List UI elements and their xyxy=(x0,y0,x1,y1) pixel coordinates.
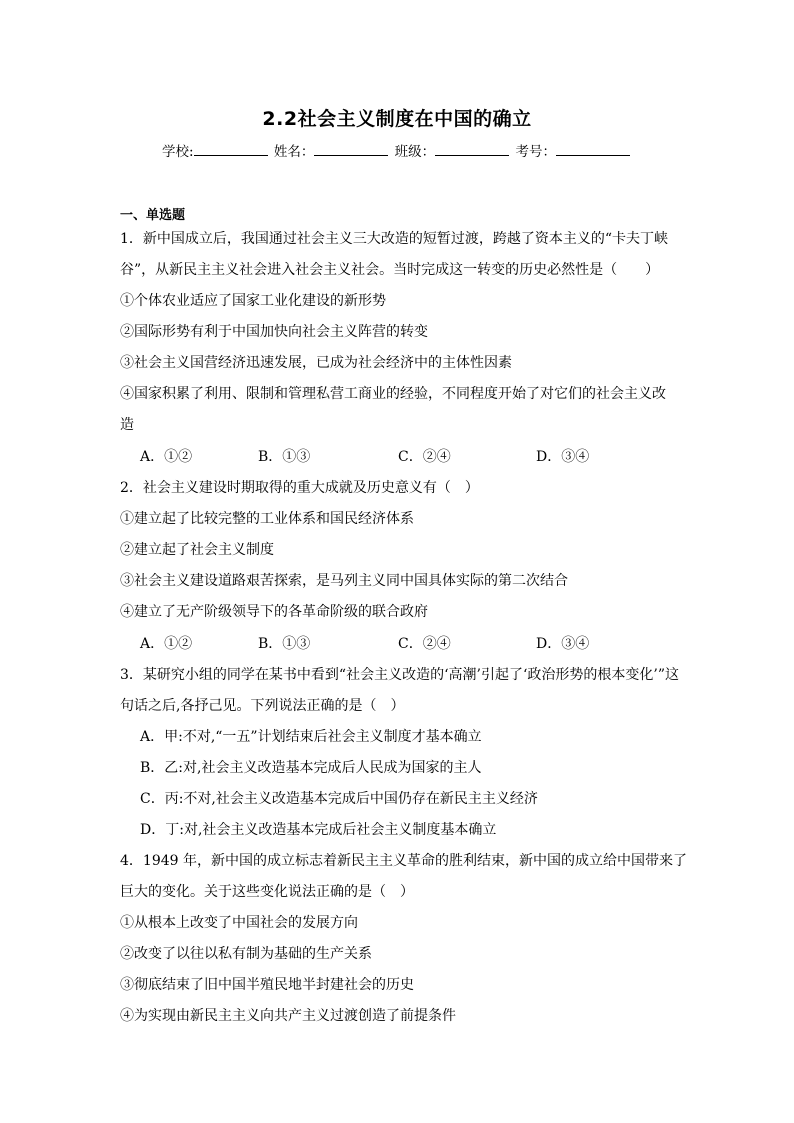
q2-stem-line1: 2．社会主义建设时期取得的重大成就及历史意义有（ ） xyxy=(120,480,479,496)
q3-option-c[interactable]: C．丙:不对,社会主义改造基本完成后中国仍存在新民主主义经济 xyxy=(140,791,538,807)
q1-stem-line2: 谷”，从新民主主义社会进入社会主义社会。当时完成这一转变的历史必然性是（ ） xyxy=(120,262,660,278)
number-label: 考号： xyxy=(515,144,556,160)
name-blank[interactable] xyxy=(314,143,388,156)
student-info-line xyxy=(0,140,794,160)
q1-option-a[interactable]: A．①② xyxy=(140,449,193,465)
q2-statement-4: ④建立了无产阶级领导下的各革命阶级的联合政府 xyxy=(120,604,428,620)
q2-option-a[interactable]: A．①② xyxy=(140,636,193,652)
number-blank[interactable] xyxy=(556,143,630,156)
q2-statement-2: ②建立起了社会主义制度 xyxy=(120,542,274,558)
school-label: 学校: xyxy=(162,144,194,160)
section-heading: 一、单选题 xyxy=(120,208,186,223)
q2-option-b[interactable]: B．①③ xyxy=(258,636,311,652)
q3-option-b[interactable]: B．乙:对,社会主义改造基本完成后人民成为国家的主人 xyxy=(140,760,482,776)
q4-stem-line1: 4．1949 年，新中国的成立标志着新民主主义革命的胜利结束，新中国的成立给中国带来了 xyxy=(120,853,687,869)
q1-statement-2: ②国际形势有利于中国加快向社会主义阵营的转变 xyxy=(120,324,428,340)
q4-statement-1: ①从根本上改变了中国社会的发展方向 xyxy=(120,915,358,931)
page-title: 2.2社会主义制度在中国的确立 xyxy=(262,108,532,130)
q1-option-c[interactable]: C．②④ xyxy=(398,449,451,465)
q4-statement-2: ②改变了以往以私有制为基础的生产关系 xyxy=(120,946,372,962)
q3-stem-line1: 3．某研究小组的同学在某书中看到“社会主义改造的‘高潮’引起了‘政治形势的根本变化’”这 xyxy=(120,667,680,683)
class-blank[interactable] xyxy=(435,143,509,156)
school-blank[interactable] xyxy=(194,143,268,156)
class-label: 班级： xyxy=(394,144,436,160)
q2-option-d[interactable]: D．③④ xyxy=(536,636,590,652)
q2-statement-1: ①建立起了比较完整的工业体系和国民经济体系 xyxy=(120,511,414,527)
name-label: 姓名： xyxy=(273,144,315,160)
q3-option-a[interactable]: A．甲:不对,“一五”计划结束后社会主义制度才基本确立 xyxy=(140,729,482,745)
q4-stem-line2: 巨大的变化。关于这些变化说法正确的是（ ） xyxy=(120,884,414,900)
q2-option-c[interactable]: C．②④ xyxy=(398,636,451,652)
q3-option-d[interactable]: D．丁:对,社会主义改造基本完成后社会主义制度基本确立 xyxy=(140,822,497,838)
q1-option-b[interactable]: B．①③ xyxy=(258,449,311,465)
q3-stem-line2: 句话之后,各抒己见。下列说法正确的是（ ） xyxy=(120,698,405,714)
q1-stem-line1: 1．新中国成立后，我国通过社会主义三大改造的短暂过渡，跨越了资本主义的“卡夫丁峡 xyxy=(120,231,669,247)
q1-option-d[interactable]: D．③④ xyxy=(536,449,590,465)
q2-statement-3: ③社会主义建设道路艰苦探索，是马列主义同中国具体实际的第二次结合 xyxy=(120,573,568,589)
q4-statement-3: ③彻底结束了旧中国半殖民地半封建社会的历史 xyxy=(120,977,414,993)
q4-statement-4: ④为实现由新民主主义向共产主义过渡创造了前提条件 xyxy=(120,1008,456,1024)
q1-statement-4: ④国家积累了利用、限制和管理私营工商业的经验，不同程度开始了对它们的社会主义改 xyxy=(120,386,666,402)
q1-statement-1: ①个体农业适应了国家工业化建设的新形势 xyxy=(120,293,386,309)
q1-statement-3: ③社会主义国营经济迅速发展，已成为社会经济中的主体性因素 xyxy=(120,355,512,371)
q1-statement-4-cont: 造 xyxy=(120,417,134,433)
